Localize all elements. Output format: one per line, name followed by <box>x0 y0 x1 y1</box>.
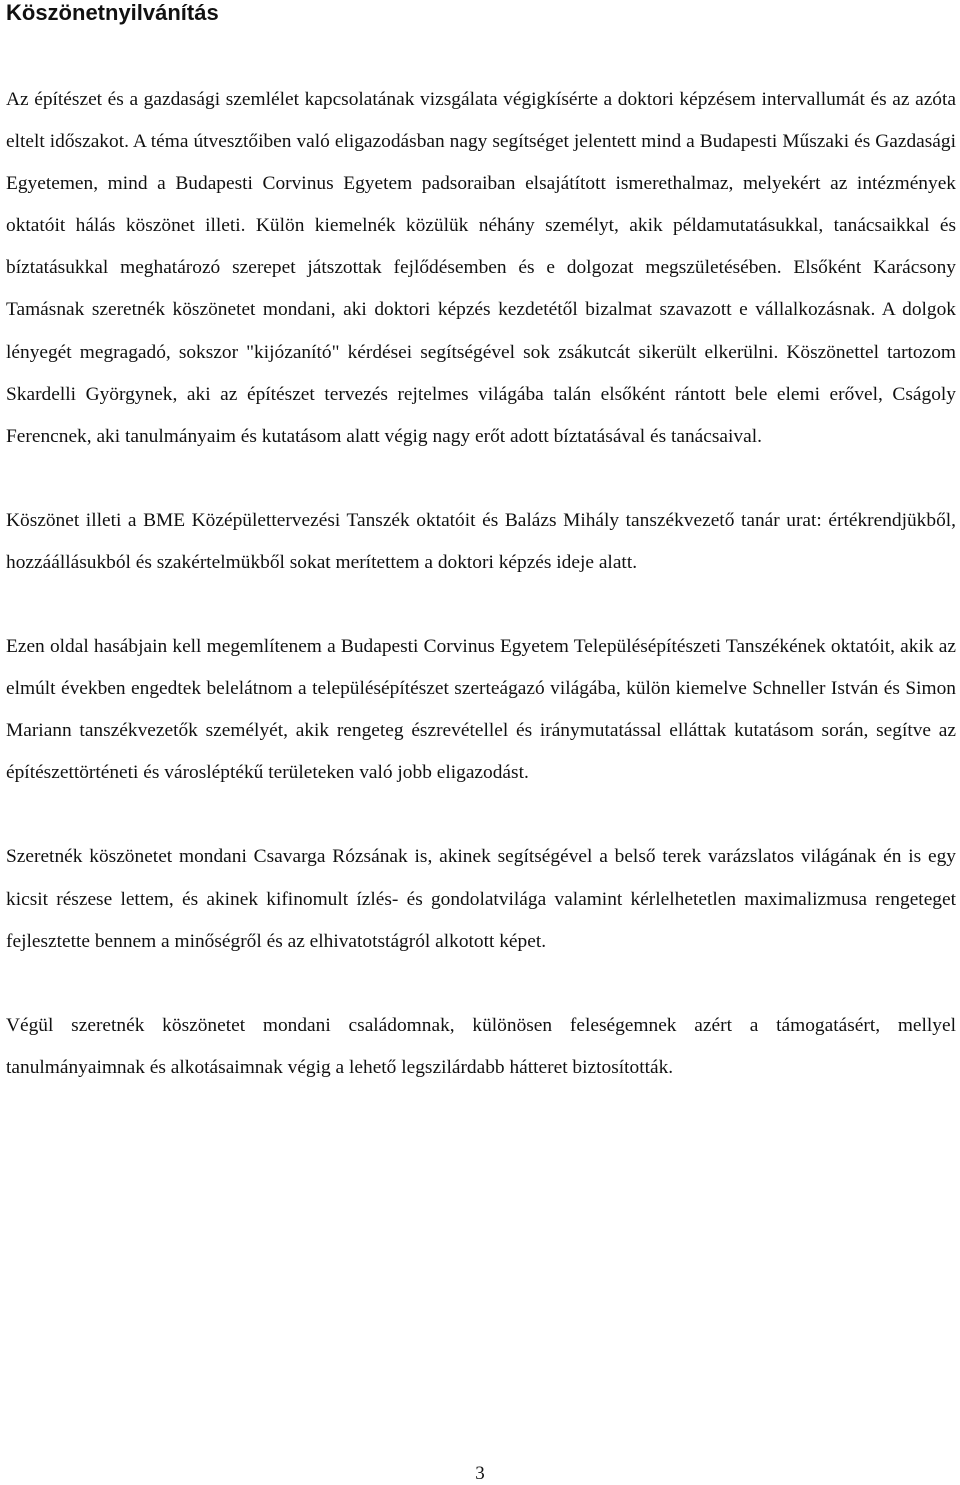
page-title: Köszönetnyilvánítás <box>6 0 219 25</box>
paragraph-corvinus: Ezen oldal hasábjain kell megemlítenem a Budapesti Corvinus Egyetem Településépítészeti Tanszékének oktatóit, akik az elmúlt években engedtek belelátnom a településépítészet szerteágazó világába, külön kiemelve Schneller István és Simon Mariann tanszékvezetők személyét, akik rengeteg észrevétellel és iránymutatással elláttak kutatásom során, segítve az építészettörténeti és városléptékű területeken való jobb eligazodást. <box>6 636 956 784</box>
paragraph-intro: Az építészet és a gazdasági szemlélet kapcsolatának vizsgálata végigkísérte a doktori képzésem intervallumát és az azóta eltelt időszakot. A téma útvesztőiben való eligazodásban nagy segítséget jelentett mind a Budapesti Műszaki és Gazdasági Egyetemen, mind a Budapesti Corvinus Egyetem padsoraiban elsajátított ismerethalmaz, melyekért az intézmények oktatóit hálás köszönet illeti. Külön kiemelnék közülük néhány személyt, akik példamutatásukkal, tanácsaikkal és bíztatásukkal meghatározó szerepet játszottak fejlődésemben és e dolgozat megszületésében. Elsőként Karácsony Tamásnak szeretnék köszönetet mondani, aki doktori képzés kezdetétől bizalmat szavazott e vállalkozásnak. A dolgok lényegét megragadó, sokszor "kijózanító" kérdései segítségével sok zsákutcát sikerült elkerülni. Köszönettel tartozom Skardelli Györgynek, aki az építészet tervezés rejtelmes világába talán elsőként rántott bele elemi erővel, Cságoly Ferencnek, aki tanulmányaim és kutatásom alatt végig nagy erőt adott bíztatásával és tanácsaival. <box>6 89 956 447</box>
paragraph-csavarga: Szeretnék köszönetet mondani Csavarga Rózsának is, akinek segítségével a belső terek varázslatos világának én is egy kicsit részese lettem, és akinek kifinomult ízlés- és gondolatvilága valamint kérlelhetetlen maximalizmusa rengeteget fejlesztette bennem a minőségről és az elhivatotstágról alkotott képet. <box>6 846 956 952</box>
paragraph-family: Végül szeretnék köszönetet mondani családomnak, különösen feleségemnek azért a támogatásért, mellyel tanulmányaimnak és alkotásaimnak végig a lehető legszilárdabb hátteret biztosították. <box>6 1014 956 1078</box>
paragraph-bme: Köszönet illeti a BME Középülettervezési Tanszék oktatóit és Balázs Mihály tanszékvezető tanár urat: értékrendjükből, hozzáállásukból és szakértelmükből sokat merítettem a doktori képzés ideje alatt. <box>6 509 956 573</box>
page-number: 3 <box>475 1463 485 1484</box>
